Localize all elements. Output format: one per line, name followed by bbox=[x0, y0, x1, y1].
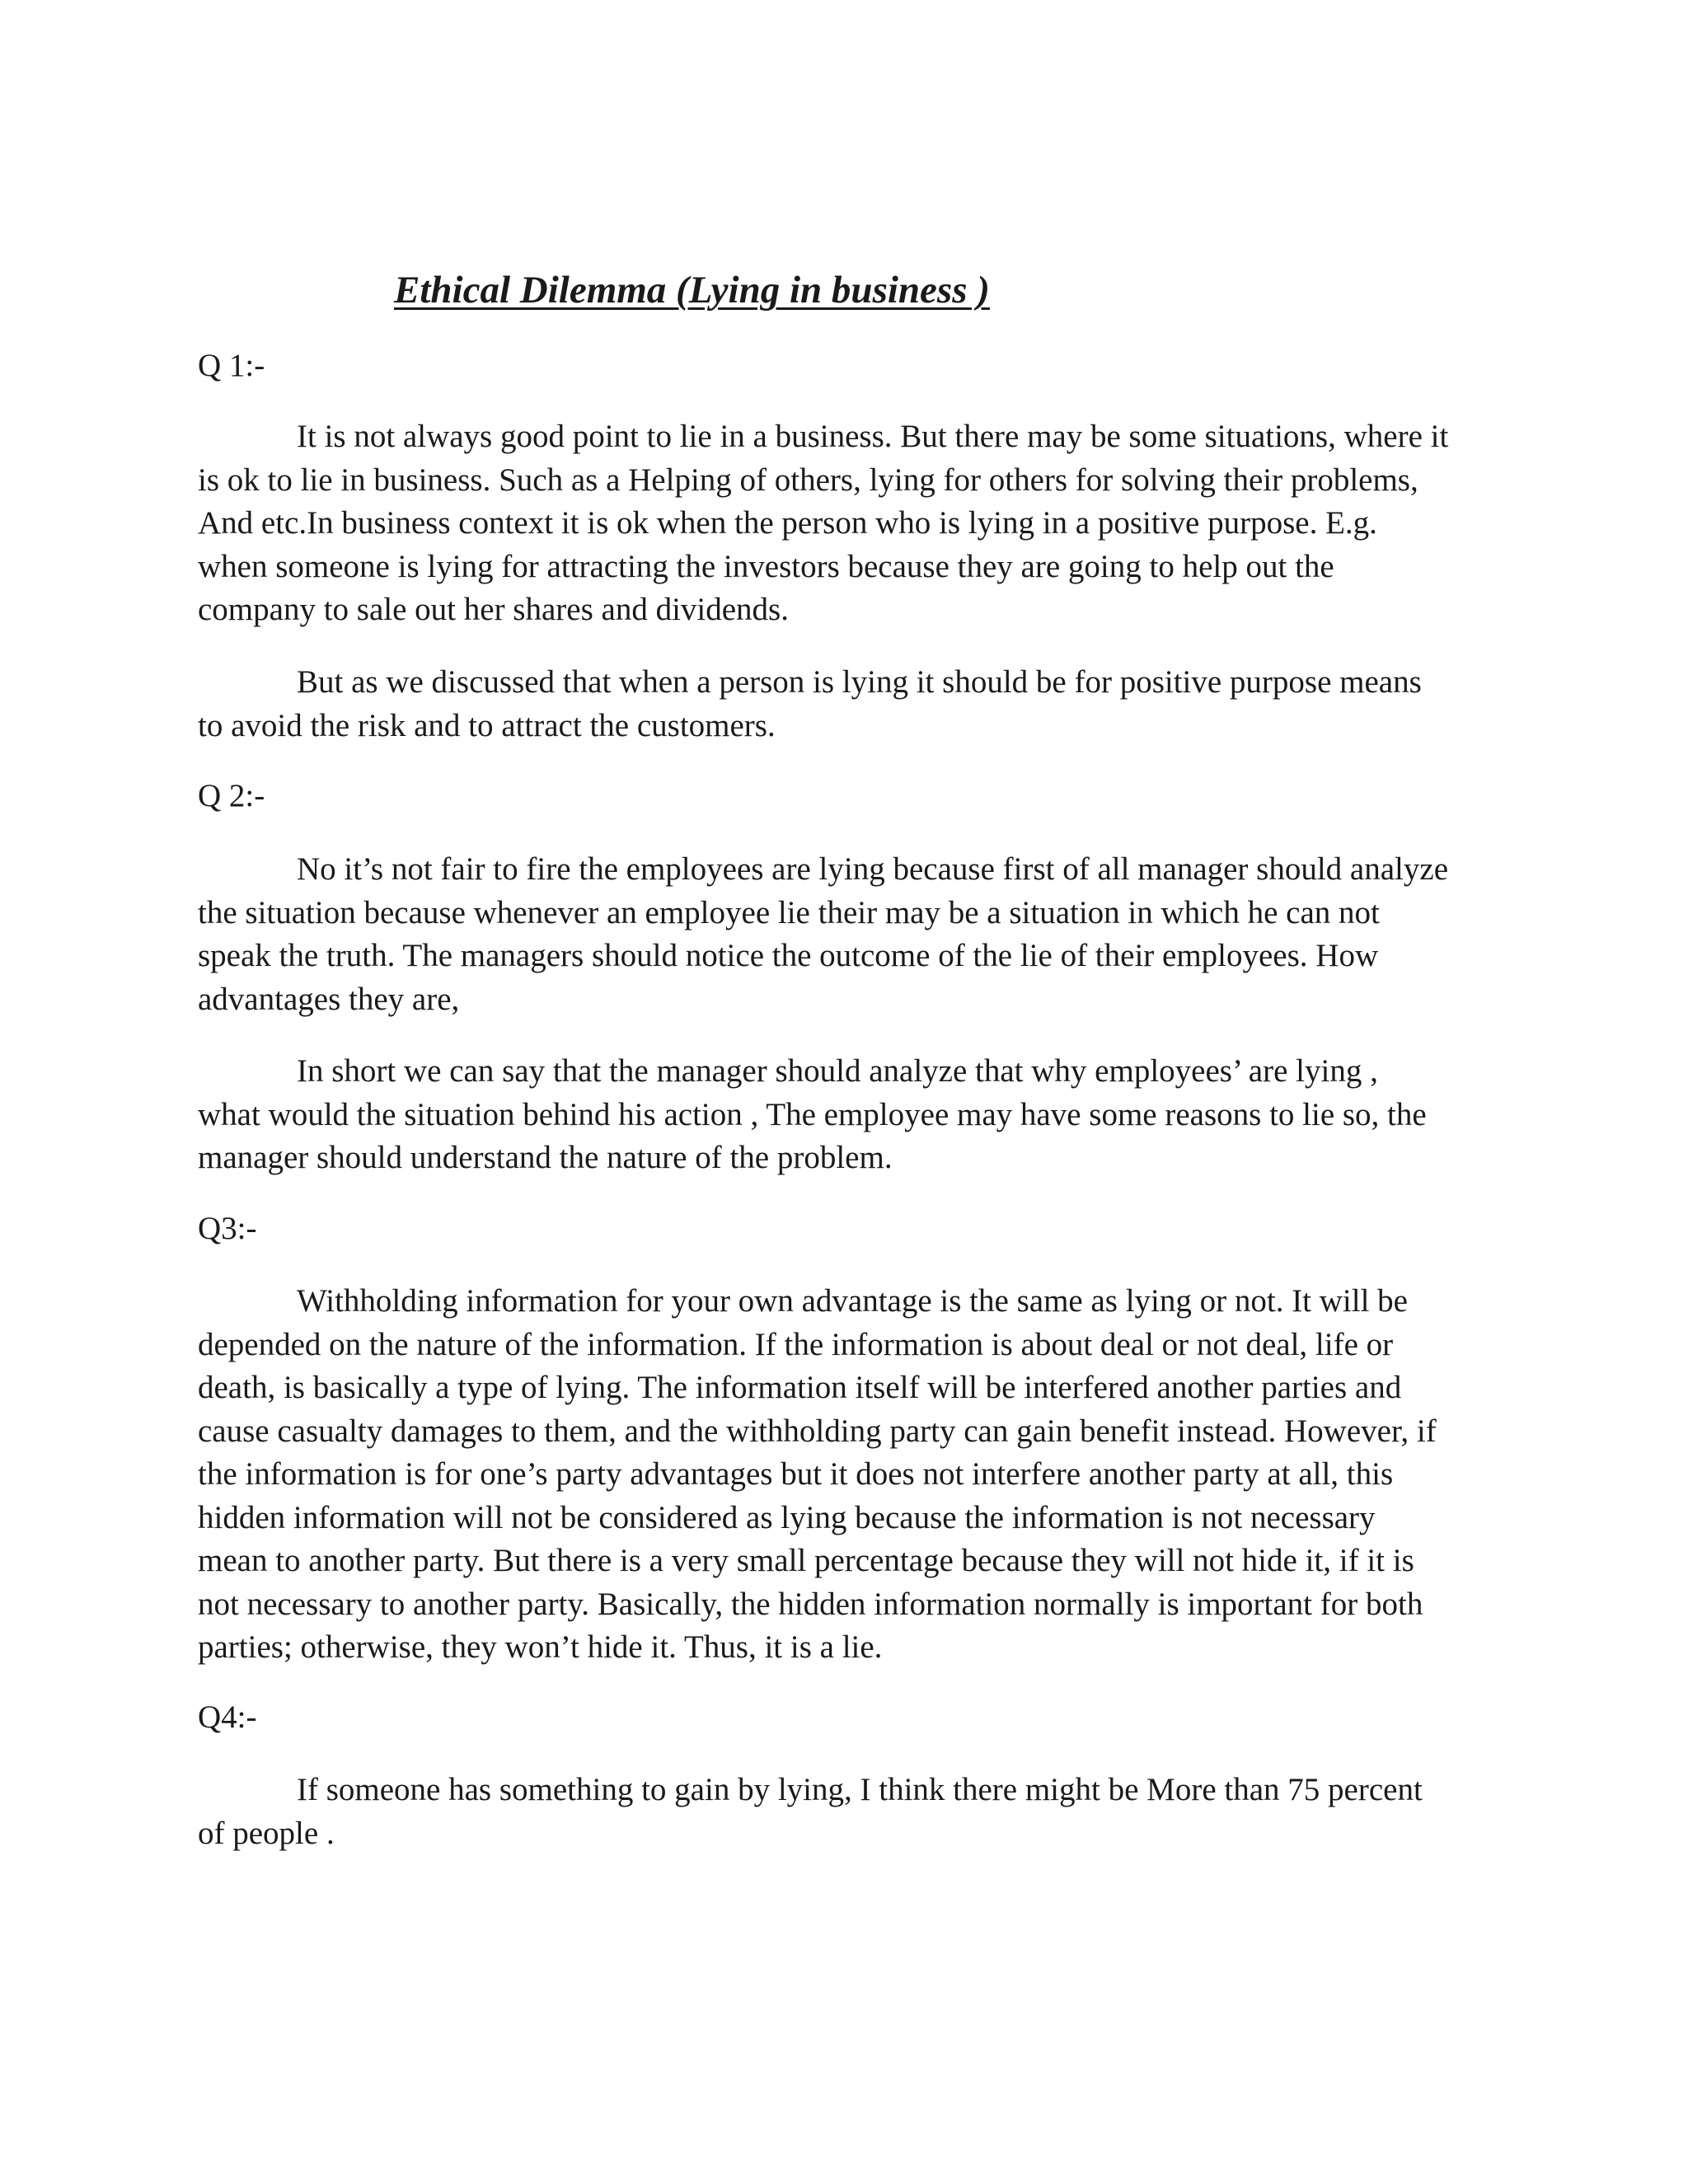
text-line: to avoid the risk and to attract the customers. bbox=[198, 707, 776, 743]
text-line: speak the truth. The managers should notice the outcome of the lie of their employees. How bbox=[198, 938, 1379, 973]
text-line: No it’s not fair to fire the employees are lying because first of all manager should analyze bbox=[297, 851, 1449, 887]
text-line: If someone has something to gain by lying, I think there might be More than 75 percent bbox=[297, 1772, 1423, 1807]
text-line: mean to another party. But there is a very small percentage because they will not hide it, if it is bbox=[198, 1543, 1414, 1578]
text-line: of people . bbox=[198, 1815, 335, 1851]
text-line: parties; otherwise, they won’t hide it. Thus, it is a lie. bbox=[198, 1629, 883, 1665]
text-line: what would the situation behind his action , The employee may have some reasons to lie so, the bbox=[198, 1096, 1427, 1132]
text-line: company to sale out her shares and dividends. bbox=[198, 592, 789, 627]
text-line: when someone is lying for attracting the investors because they are going to help out the bbox=[198, 548, 1334, 584]
text-line: manager should understand the nature of the problem. bbox=[198, 1140, 893, 1175]
text-line: depended on the nature of the information. If the information is about deal or not deal, life or bbox=[198, 1326, 1394, 1362]
text-line: death, is basically a type of lying. The information itself will be interfered another parties and bbox=[198, 1370, 1402, 1405]
text-line: But as we discussed that when a person is lying it should be for positive purpose means bbox=[297, 664, 1422, 700]
question-label-q3: Q3:- bbox=[198, 1211, 257, 1246]
text-line: advantages they are, bbox=[198, 981, 460, 1017]
question-label-q4: Q4:- bbox=[198, 1699, 257, 1735]
text-line: the information is for one’s party advantages but it does not interfere another party at all, this bbox=[198, 1456, 1394, 1492]
answer-paragraph-q1-1 bbox=[198, 415, 1517, 632]
text-line: And etc.In business context it is ok when the person who is lying in a positive purpose. E.g. bbox=[198, 505, 1377, 541]
answer-paragraph-q2-2 bbox=[198, 1050, 1517, 1180]
question-label-q2: Q 2:- bbox=[198, 778, 265, 813]
answer-paragraph-q3-1 bbox=[198, 1280, 1517, 1670]
question-label-q1: Q 1:- bbox=[198, 348, 265, 383]
text-line: Withholding information for your own advantage is the same as lying or not. It will be bbox=[297, 1283, 1408, 1319]
text-line: hidden information will not be considered as lying because the information is not necessary bbox=[198, 1499, 1376, 1535]
text-line: It is not always good point to lie in a business. But there may be some situations, where it bbox=[297, 419, 1449, 454]
answer-paragraph-q4-1 bbox=[198, 1769, 1517, 1855]
text-line: is ok to lie in business. Such as a Helping of others, lying for others for solving their problems, bbox=[198, 462, 1418, 498]
text-line: not necessary to another party. Basically, the hidden information normally is important for both bbox=[198, 1586, 1423, 1622]
text-line: cause casualty damages to them, and the withholding party can gain benefit instead. However, if bbox=[198, 1413, 1437, 1449]
text-line: the situation because whenever an employee lie their may be a situation in which he can not bbox=[198, 894, 1380, 930]
text-line: In short we can say that the manager should analyze that why employees’ are lying , bbox=[297, 1053, 1378, 1089]
answer-paragraph-q2-1 bbox=[198, 848, 1517, 1021]
document-title: Ethical Dilemma (Lying in business ) bbox=[394, 269, 990, 312]
answer-paragraph-q1-2 bbox=[198, 661, 1517, 748]
